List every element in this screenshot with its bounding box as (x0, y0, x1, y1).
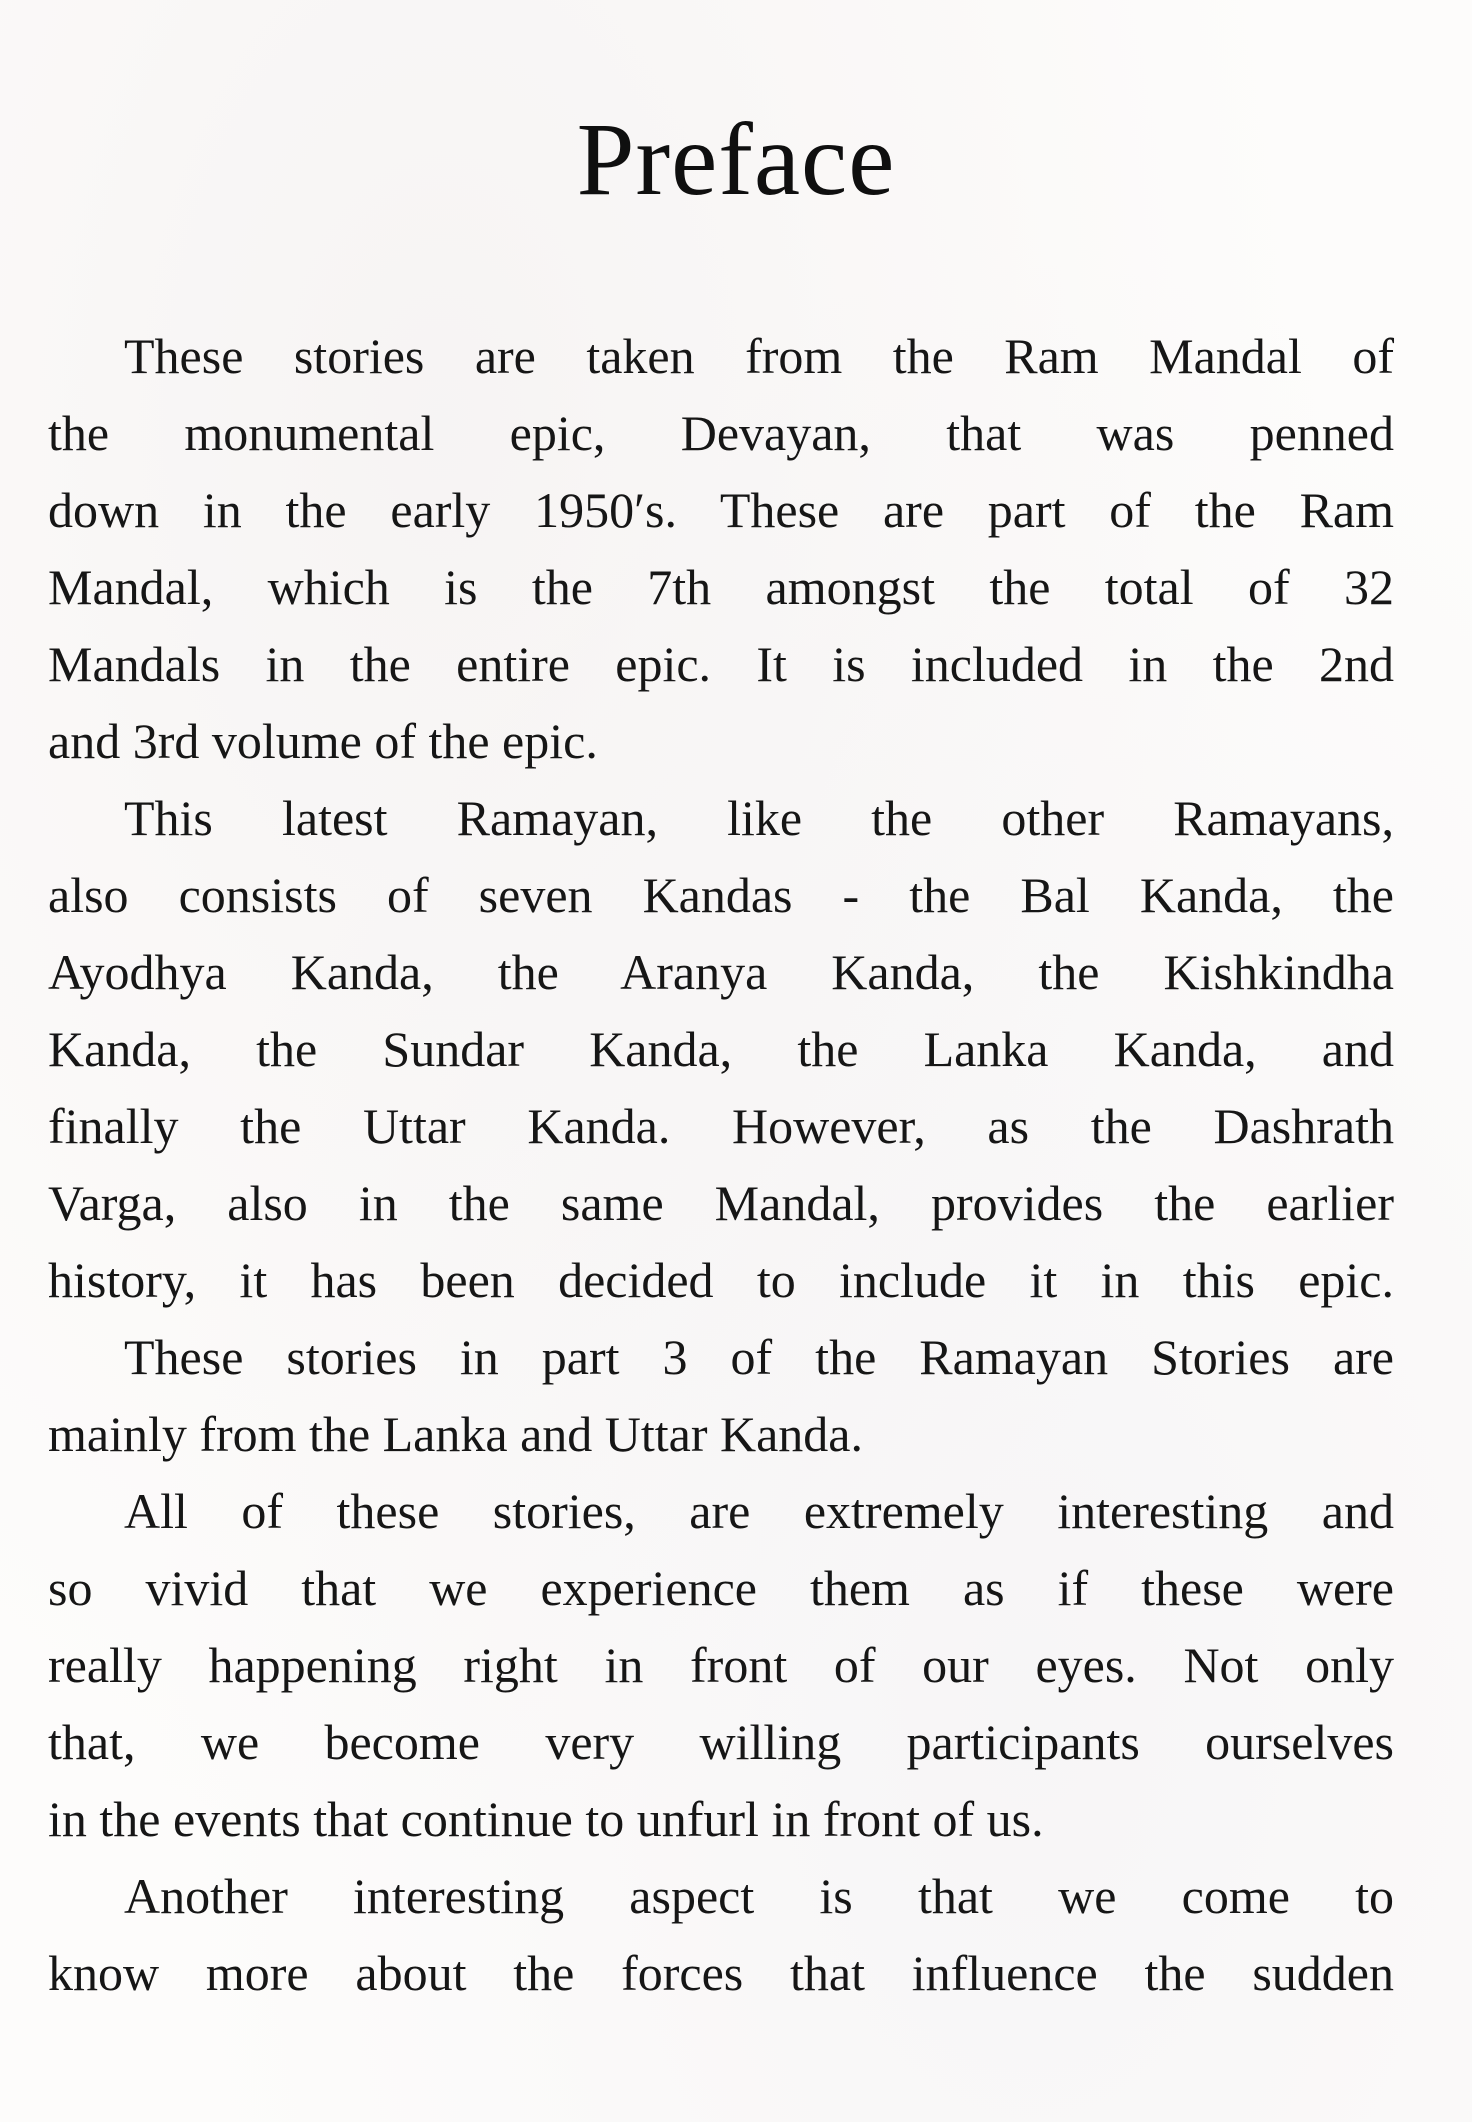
text-line: Mandals in the entire epic. It is included in the 2nd (48, 636, 1394, 692)
text-line: Mandal, which is the 7th amongst the total of 32 (48, 559, 1394, 615)
text-line: These stories in part 3 of the Ramayan Stories are (124, 1329, 1394, 1385)
text-line: Another interesting aspect is that we come to (124, 1868, 1394, 1924)
text-line: down in the early 1950′s. These are part of the Ram (48, 482, 1394, 538)
text-line: All of these stories, are extremely interesting and (124, 1483, 1394, 1539)
page-title: Preface (576, 102, 896, 217)
preface-body (48, 318, 1394, 2012)
paragraph-2 (48, 780, 1394, 1319)
text-line: know more about the forces that influence the sudden (48, 1945, 1394, 2001)
text-line: finally the Uttar Kanda. However, as the Dashrath (48, 1098, 1394, 1154)
paragraph-4 (48, 1473, 1394, 1858)
text-line: history, it has been decided to include it in this epic. (48, 1252, 1394, 1308)
text-line: in the events that continue to unfurl in front of us. (48, 1791, 1044, 1847)
text-line: Varga, also in the same Mandal, provides the earlier (48, 1175, 1394, 1231)
text-line: the monumental epic, Devayan, that was penned (48, 405, 1394, 461)
paragraph-3 (48, 1319, 1394, 1473)
text-line: Ayodhya Kanda, the Aranya Kanda, the Kishkindha (48, 944, 1394, 1000)
paragraph-5 (48, 1858, 1394, 2012)
text-line: Kanda, the Sundar Kanda, the Lanka Kanda, and (48, 1021, 1394, 1077)
text-line: These stories are taken from the Ram Mandal of (124, 328, 1394, 384)
text-line: This latest Ramayan, like the other Ramayans, (124, 790, 1394, 846)
text-line: that, we become very willing participants ourselves (48, 1714, 1394, 1770)
text-line: mainly from the Lanka and Uttar Kanda. (48, 1406, 863, 1462)
text-line: also consists of seven Kandas - the Bal Kanda, the (48, 867, 1394, 923)
text-line: so vivid that we experience them as if these were (48, 1560, 1394, 1616)
paragraph-1 (48, 318, 1394, 780)
text-line: and 3rd volume of the epic. (48, 713, 598, 769)
text-line: really happening right in front of our eyes. Not only (48, 1637, 1394, 1693)
